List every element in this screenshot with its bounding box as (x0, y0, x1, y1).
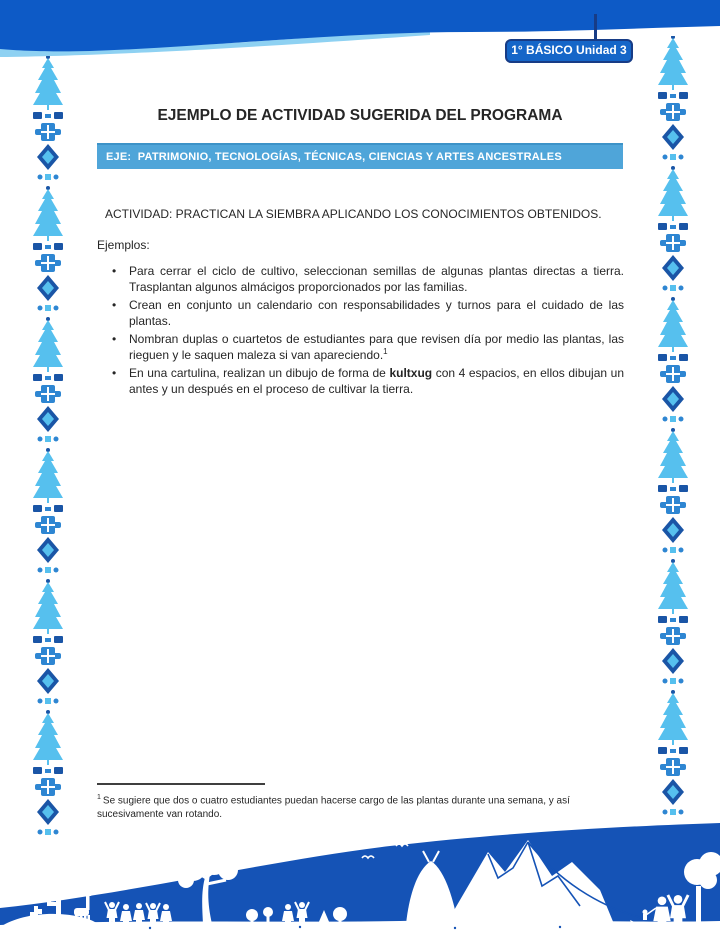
example-bullet: • Nombran duplas o cuartetos de estudiantes para que revisen día por medio las plantas, las rieguen y le saquen maleza si van apareciendo.$^1$ (110, 331, 624, 363)
example-bullet: • En una cartulina, realizan un dibujo de forma de kultxug con 4 espacios, en ellos dibujan un antes y un después en el proceso de cultivar la tierra. (110, 365, 624, 397)
examples-label: Ejemplos: (97, 238, 150, 252)
footnote (97, 791, 625, 822)
eje-banner: EJE: PATRIMONIO, TECNOLOGÍAS, TÉCNICAS, CIENCIAS Y ARTES ANCESTRALES (97, 143, 623, 169)
page-title: EJEMPLO DE ACTIVIDAD SUGERIDA DEL PROGRAMA (157, 107, 563, 124)
example-bullet: • Crean en conjunto un calendario con responsabilidades y turnos para el cuidado de las plantas. (110, 297, 624, 329)
example-bullet: • Para cerrar el ciclo de cultivo, seleccionan semillas de algunas plantas directas a tierra. Trasplantan algunos almácigos proporcionados por las familias. (110, 263, 624, 295)
unit-badge: 1° BÁSICO Unidad 3 (505, 39, 633, 63)
footnote-rule (97, 783, 265, 785)
footnote-marker: 1 (97, 794, 101, 801)
landscape-silhouette-band-icon (0, 820, 720, 932)
activity-heading: ACTIVIDAD: PRACTICAN LA SIEMBRA APLICANDO LOS CONOCIMIENTOS OBTENIDOS. (105, 207, 602, 221)
mapuche-border-right-icon (653, 36, 693, 826)
examples-list (110, 263, 624, 399)
footnote-text: Se sugiere que dos o cuatro estudiantes puedan hacerse cargo de las plantas durante una semana, y así sucesivamente van rotando. (97, 795, 570, 821)
mapuche-border-left-icon (28, 56, 68, 842)
